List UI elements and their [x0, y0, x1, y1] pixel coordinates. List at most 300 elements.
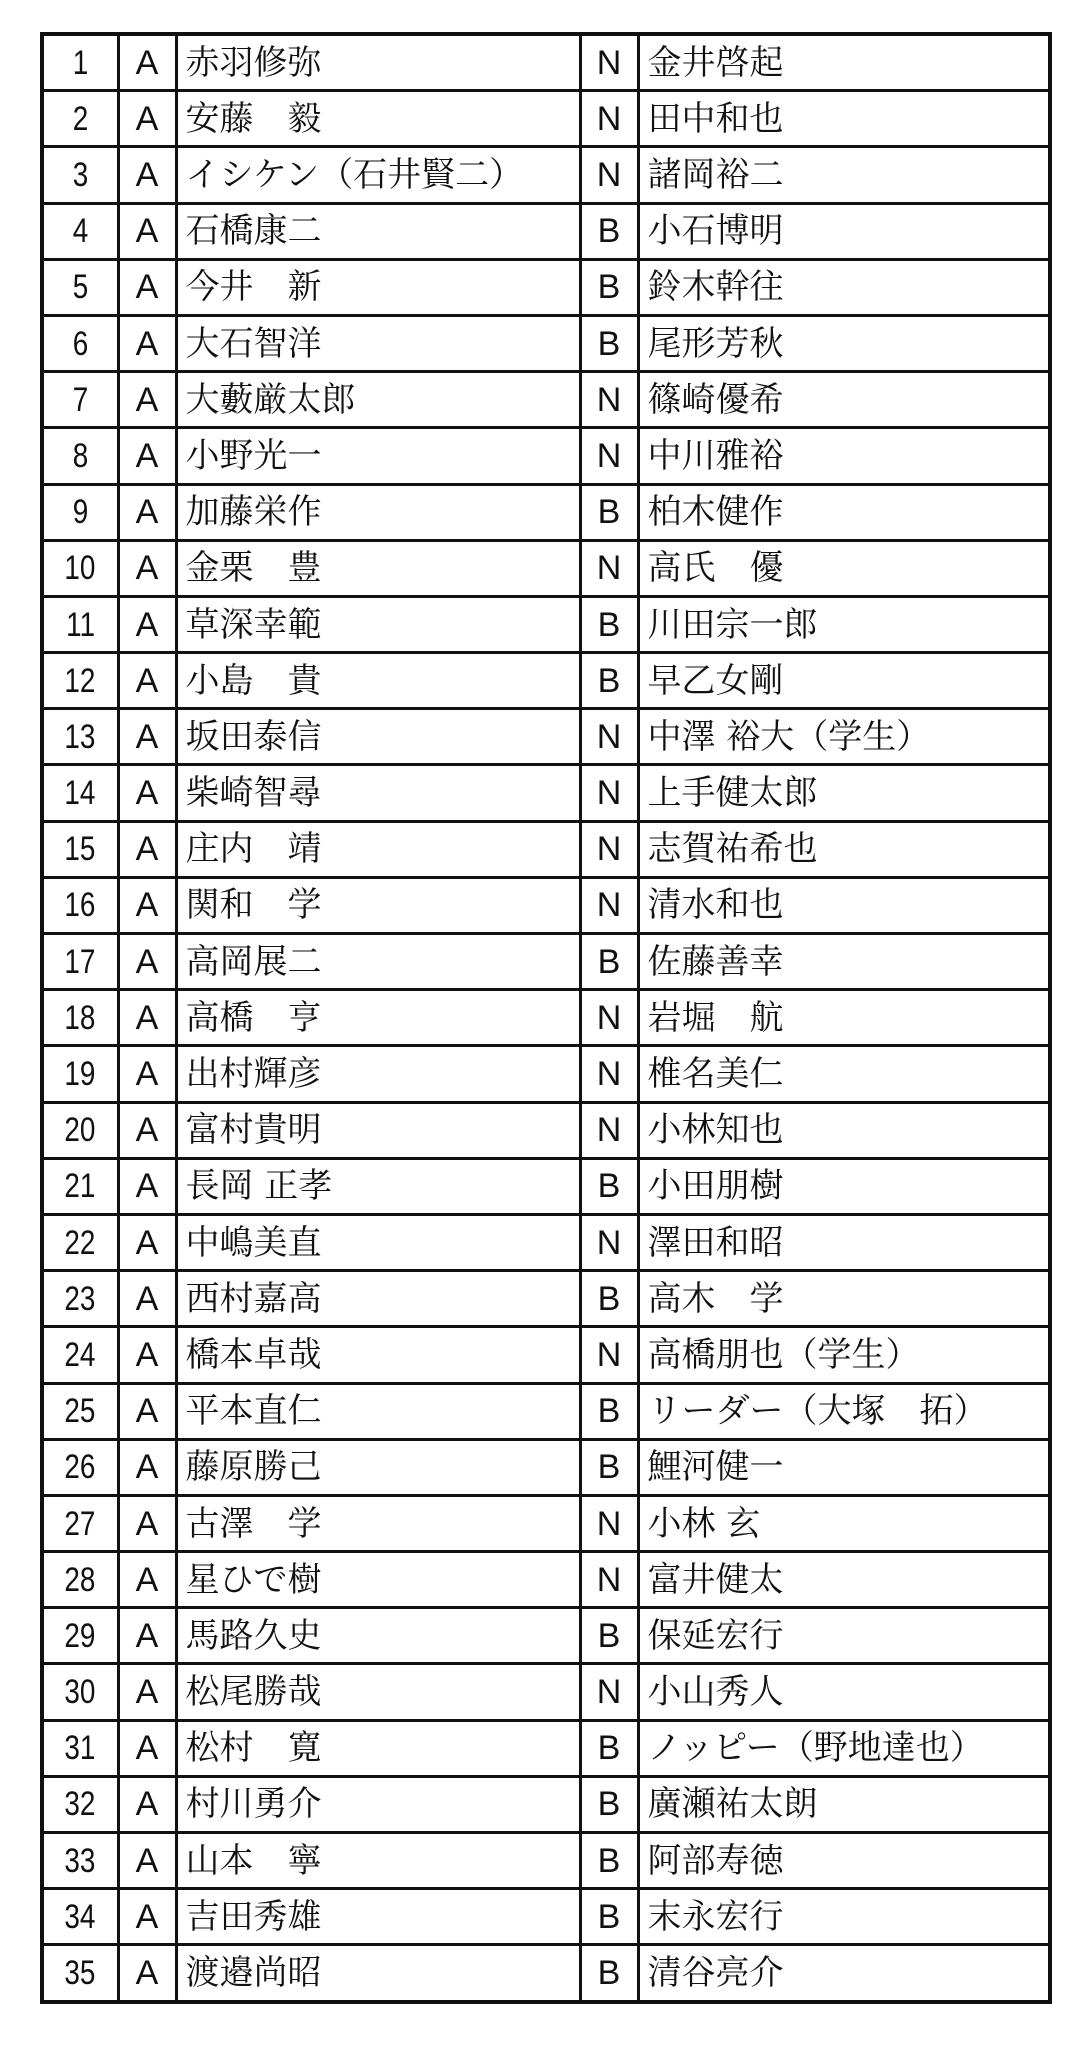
left-group-cell [118, 1214, 176, 1270]
right-group-text: N [596, 998, 622, 1037]
left-group-text: A [135, 1448, 159, 1487]
roster-body [42, 34, 1050, 2002]
left-name-cell [176, 709, 580, 765]
row-number-cell [42, 990, 118, 1046]
table-row [42, 990, 1050, 1046]
right-name-text: 岩堀 航 [647, 997, 784, 1038]
right-group-cell [580, 1776, 638, 1832]
left-group-cell [118, 1552, 176, 1608]
left-group-text: A [135, 43, 159, 82]
left-name-cell [176, 653, 580, 709]
row-number-cell [42, 596, 118, 652]
right-group-cell [580, 1439, 638, 1495]
left-name-text: 吉田秀雄 [185, 1896, 322, 1937]
table-row [42, 1833, 1050, 1889]
row-number-text: 1 [72, 43, 89, 82]
right-name-cell [638, 91, 1050, 147]
right-group-text: B [597, 1448, 621, 1487]
left-group-cell [118, 91, 176, 147]
right-group-cell [580, 596, 638, 652]
row-number-cell [42, 203, 118, 259]
right-group-cell [580, 1214, 638, 1270]
left-group-text: A [135, 156, 159, 194]
left-group-text: A [135, 1111, 159, 1150]
left-group-text: A [135, 324, 159, 363]
right-group-cell [580, 428, 638, 484]
table-row [42, 1664, 1050, 1720]
row-number-cell [42, 34, 118, 91]
left-name-cell [176, 1046, 580, 1102]
right-name-text: 廣瀬祐太朗 [647, 1784, 818, 1825]
left-group-cell [118, 709, 176, 765]
table-row [42, 372, 1050, 428]
right-group-text: N [596, 1223, 622, 1262]
table-row [42, 147, 1050, 203]
left-group-cell [118, 1046, 176, 1102]
right-group-cell [580, 1664, 638, 1720]
left-group-text: A [135, 1954, 159, 1993]
row-number-cell [42, 147, 118, 203]
row-number-cell [42, 877, 118, 933]
left-group-cell [118, 653, 176, 709]
left-group-text: A [135, 605, 159, 644]
row-number-text: 10 [64, 549, 96, 588]
row-number-text: 28 [64, 1560, 96, 1599]
row-number-text: 24 [64, 1335, 96, 1374]
right-group-text: B [597, 1841, 621, 1880]
right-name-cell [638, 428, 1050, 484]
left-group-text: A [135, 942, 159, 981]
left-name-text: 平本直仁 [185, 1391, 322, 1432]
left-group-text: A [135, 1616, 159, 1655]
right-name-text: ノッピー（野地達也） [647, 1728, 984, 1769]
left-name-cell [176, 1720, 580, 1776]
left-name-text: 今井 新 [185, 267, 322, 308]
row-number-text: 27 [64, 1504, 96, 1543]
left-name-text: 出村輝彦 [185, 1054, 322, 1094]
right-group-text: B [597, 268, 621, 307]
left-group-cell [118, 203, 176, 259]
right-name-cell [638, 1664, 1050, 1720]
table-row [42, 540, 1050, 596]
right-group-text: B [597, 1785, 621, 1824]
table-row [42, 1102, 1050, 1158]
right-name-text: 小林 玄 [647, 1503, 761, 1544]
left-group-text: A [135, 774, 159, 813]
left-name-text: 庄内 靖 [185, 829, 322, 870]
right-name-text: 柏木健作 [647, 492, 784, 533]
row-number-text: 12 [64, 661, 96, 700]
left-group-text: A [135, 1055, 159, 1093]
right-group-text: N [596, 830, 622, 869]
right-name-text: 中川雅裕 [647, 435, 784, 476]
left-name-text: 中嶋美直 [185, 1222, 322, 1263]
left-group-text: A [135, 380, 159, 419]
left-group-cell [118, 428, 176, 484]
table-row [42, 34, 1050, 91]
left-group-text: A [135, 1841, 159, 1880]
right-name-text: 川田宗一郎 [647, 604, 818, 645]
right-group-text: B [597, 661, 621, 700]
left-name-cell [176, 1158, 580, 1214]
left-name-cell [176, 1495, 580, 1551]
table-row [42, 1158, 1050, 1214]
table-row [42, 203, 1050, 259]
left-name-cell [176, 877, 580, 933]
right-name-cell [638, 1046, 1050, 1102]
left-name-text: 馬路久史 [185, 1615, 322, 1656]
table-row [42, 1439, 1050, 1495]
row-number-cell [42, 1158, 118, 1214]
left-name-text: 加藤栄作 [185, 492, 322, 533]
table-row [42, 877, 1050, 933]
left-group-text: A [135, 717, 159, 756]
left-group-text: A [135, 661, 159, 700]
table-row [42, 1271, 1050, 1327]
left-group-text: A [135, 998, 159, 1037]
right-name-text: 小田朋樹 [647, 1166, 784, 1207]
right-group-text: B [597, 324, 621, 363]
left-group-text: A [135, 1504, 159, 1543]
table-row [42, 934, 1050, 990]
row-number-text: 17 [64, 942, 96, 981]
row-number-cell [42, 1720, 118, 1776]
right-group-text: N [596, 549, 622, 588]
table-row [42, 596, 1050, 652]
right-name-cell [638, 34, 1050, 91]
right-group-cell [580, 1158, 638, 1214]
row-number-text: 4 [72, 212, 89, 251]
left-name-cell [176, 765, 580, 821]
table-row [42, 821, 1050, 877]
right-group-text: N [596, 156, 622, 194]
left-name-cell [176, 91, 580, 147]
row-number-text: 3 [72, 156, 89, 194]
left-name-text: 石橋康二 [185, 211, 322, 252]
left-name-text: 橋本卓哉 [185, 1334, 322, 1375]
left-name-text: 山本 寧 [185, 1840, 322, 1881]
left-name-text: 村川勇介 [185, 1784, 322, 1825]
right-group-cell [580, 372, 638, 428]
left-group-cell [118, 484, 176, 540]
right-name-text: 鈴木幹往 [647, 267, 784, 308]
left-name-text: 高橋 亨 [185, 997, 322, 1038]
row-number-text: 22 [64, 1223, 96, 1262]
row-number-text: 5 [72, 268, 89, 307]
table-row [42, 1720, 1050, 1776]
table-row [42, 1327, 1050, 1383]
left-name-text: 高岡展二 [185, 941, 322, 982]
right-group-text: B [597, 1279, 621, 1318]
row-number-text: 13 [64, 717, 96, 756]
row-number-text: 16 [64, 886, 96, 925]
left-group-cell [118, 877, 176, 933]
right-name-text: 高氏 優 [647, 548, 784, 589]
left-group-cell [118, 934, 176, 990]
row-number-text: 33 [64, 1841, 96, 1880]
row-number-cell [42, 1214, 118, 1270]
row-number-cell [42, 934, 118, 990]
right-name-text: 尾形芳秋 [647, 323, 784, 364]
right-group-cell [580, 1046, 638, 1102]
right-group-cell [580, 1833, 638, 1889]
row-number-cell [42, 1833, 118, 1889]
table-row [42, 1608, 1050, 1664]
right-group-cell [580, 1102, 638, 1158]
right-group-text: B [597, 212, 621, 251]
right-name-cell [638, 1608, 1050, 1664]
right-group-cell [580, 203, 638, 259]
left-group-text: A [135, 99, 159, 138]
left-name-cell [176, 1889, 580, 1945]
right-group-cell [580, 1720, 638, 1776]
right-name-text: 鯉河健一 [647, 1447, 784, 1488]
right-name-cell [638, 1439, 1050, 1495]
left-name-cell [176, 540, 580, 596]
left-name-cell [176, 934, 580, 990]
right-group-text: N [596, 1673, 622, 1712]
right-group-text: N [596, 380, 622, 419]
left-group-text: A [135, 830, 159, 869]
left-group-text: A [135, 1673, 159, 1712]
left-name-cell [176, 1383, 580, 1439]
right-name-text: 小石博明 [647, 211, 784, 252]
right-group-text: N [596, 1055, 622, 1093]
right-name-text: 阿部寿徳 [647, 1840, 784, 1881]
row-number-cell [42, 259, 118, 315]
left-group-cell [118, 259, 176, 315]
left-name-text: 長岡 正孝 [185, 1166, 333, 1207]
right-name-text: 志賀祐希也 [647, 829, 818, 870]
left-group-text: A [135, 212, 159, 251]
right-group-text: N [596, 717, 622, 756]
table-row [42, 1383, 1050, 1439]
left-group-cell [118, 596, 176, 652]
left-group-cell [118, 765, 176, 821]
right-name-cell [638, 1552, 1050, 1608]
table-row [42, 765, 1050, 821]
table-row [42, 484, 1050, 540]
right-name-cell [638, 821, 1050, 877]
left-name-text: 草深幸範 [185, 604, 322, 645]
table-row [42, 709, 1050, 765]
left-group-cell [118, 315, 176, 371]
left-group-text: A [135, 1335, 159, 1374]
left-name-text: 柴崎智尋 [185, 773, 322, 814]
left-group-cell [118, 1158, 176, 1214]
right-name-cell [638, 147, 1050, 203]
right-group-text: N [596, 886, 622, 925]
table-row [42, 653, 1050, 709]
left-name-text: 西村嘉高 [185, 1278, 322, 1319]
left-name-cell [176, 1214, 580, 1270]
left-group-cell [118, 1495, 176, 1551]
left-name-cell [176, 1327, 580, 1383]
right-name-cell [638, 540, 1050, 596]
row-number-text: 31 [64, 1729, 96, 1768]
row-number-text: 8 [72, 436, 89, 475]
left-name-cell [176, 372, 580, 428]
row-number-text: 14 [64, 774, 96, 813]
row-number-text: 6 [72, 324, 89, 363]
left-group-cell [118, 147, 176, 203]
right-name-cell [638, 1720, 1050, 1776]
row-number-cell [42, 1889, 118, 1945]
right-name-text: 富井健太 [647, 1559, 784, 1600]
roster-table [40, 32, 1052, 2004]
right-group-cell [580, 484, 638, 540]
right-name-cell [638, 1945, 1050, 2002]
right-group-cell [580, 1945, 638, 2002]
left-group-cell [118, 1439, 176, 1495]
row-number-text: 23 [64, 1279, 96, 1318]
right-group-cell [580, 934, 638, 990]
left-name-text: 坂田泰信 [185, 716, 322, 757]
row-number-cell [42, 315, 118, 371]
left-group-cell [118, 1776, 176, 1832]
right-group-cell [580, 1327, 638, 1383]
right-name-text: 田中和也 [647, 98, 784, 139]
left-name-text: 金栗 豊 [185, 548, 322, 589]
right-group-cell [580, 34, 638, 91]
row-number-text: 30 [64, 1673, 96, 1712]
right-name-cell [638, 1495, 1050, 1551]
right-name-cell [638, 596, 1050, 652]
right-group-cell [580, 1552, 638, 1608]
right-name-cell [638, 1102, 1050, 1158]
left-group-text: A [135, 1785, 159, 1824]
right-group-cell [580, 990, 638, 1046]
left-group-cell [118, 1833, 176, 1889]
left-name-text: 古澤 学 [185, 1503, 322, 1544]
table-row [42, 428, 1050, 484]
row-number-text: 20 [64, 1111, 96, 1150]
table-row [42, 1552, 1050, 1608]
left-name-cell [176, 259, 580, 315]
row-number-cell [42, 709, 118, 765]
left-group-text: A [135, 1897, 159, 1936]
right-name-cell [638, 1776, 1050, 1832]
right-group-text: B [597, 1616, 621, 1655]
right-group-cell [580, 1608, 638, 1664]
row-number-cell [42, 1271, 118, 1327]
table-row [42, 91, 1050, 147]
right-group-cell [580, 259, 638, 315]
right-name-cell [638, 1271, 1050, 1327]
row-number-cell [42, 484, 118, 540]
row-number-text: 2 [72, 99, 89, 138]
row-number-text: 7 [72, 380, 89, 419]
row-number-cell [42, 653, 118, 709]
left-name-cell [176, 1552, 580, 1608]
right-name-text: 高橋朋也（学生） [647, 1334, 920, 1375]
row-number-cell [42, 1776, 118, 1832]
right-group-text: N [596, 1335, 622, 1374]
left-name-cell [176, 428, 580, 484]
row-number-cell [42, 540, 118, 596]
right-group-cell [580, 315, 638, 371]
left-group-text: A [135, 1729, 159, 1768]
table-row [42, 315, 1050, 371]
row-number-cell [42, 765, 118, 821]
right-group-text: B [597, 1167, 621, 1206]
row-number-text: 29 [64, 1616, 96, 1655]
right-name-text: 清水和也 [647, 885, 784, 926]
left-name-cell [176, 821, 580, 877]
left-group-cell [118, 1102, 176, 1158]
left-name-text: 松尾勝哉 [185, 1672, 322, 1713]
left-name-cell [176, 596, 580, 652]
right-group-text: B [597, 605, 621, 644]
row-number-text: 18 [64, 998, 96, 1037]
right-group-text: N [596, 99, 622, 138]
right-group-cell [580, 821, 638, 877]
right-group-cell [580, 1271, 638, 1327]
left-group-cell [118, 1889, 176, 1945]
left-name-text: 藤原勝己 [185, 1447, 322, 1488]
right-name-text: 保延宏行 [647, 1615, 784, 1656]
right-group-text: B [597, 1897, 621, 1936]
left-group-cell [118, 1327, 176, 1383]
row-number-text: 25 [64, 1392, 96, 1431]
left-name-cell [176, 1102, 580, 1158]
right-name-text: 中澤 裕大（学生） [647, 716, 931, 757]
right-group-cell [580, 877, 638, 933]
right-group-cell [580, 91, 638, 147]
right-name-cell [638, 877, 1050, 933]
right-name-cell [638, 259, 1050, 315]
right-group-text: N [596, 1560, 622, 1599]
table-row [42, 1889, 1050, 1945]
right-group-text: B [597, 1954, 621, 1993]
row-number-text: 32 [64, 1785, 96, 1824]
left-name-text: イシケン（石井賢二） [185, 155, 524, 195]
right-name-cell [638, 1833, 1050, 1889]
row-number-text: 26 [64, 1448, 96, 1487]
left-name-cell [176, 34, 580, 91]
right-name-cell [638, 709, 1050, 765]
left-name-text: 赤羽修弥 [185, 42, 322, 83]
left-name-text: 大藪厳太郎 [185, 379, 356, 420]
left-name-cell [176, 203, 580, 259]
right-group-text: B [597, 1729, 621, 1768]
row-number-cell [42, 1945, 118, 2002]
left-group-text: A [135, 268, 159, 307]
right-name-cell [638, 765, 1050, 821]
left-group-cell [118, 372, 176, 428]
left-group-text: A [135, 436, 159, 475]
right-name-text: 早乙女剛 [647, 660, 784, 701]
right-name-text: 澤田和昭 [647, 1222, 784, 1263]
row-number-cell [42, 1102, 118, 1158]
right-name-cell [638, 203, 1050, 259]
row-number-cell [42, 1495, 118, 1551]
right-name-text: 金井啓起 [647, 42, 784, 83]
left-name-cell [176, 315, 580, 371]
left-group-cell [118, 1720, 176, 1776]
right-group-cell [580, 765, 638, 821]
row-number-cell [42, 1383, 118, 1439]
right-group-text: N [596, 436, 622, 475]
right-name-cell [638, 484, 1050, 540]
right-group-text: N [596, 774, 622, 813]
row-number-cell [42, 1552, 118, 1608]
left-name-text: 小野光一 [185, 435, 322, 476]
right-name-text: 佐藤善幸 [647, 941, 784, 982]
right-group-cell [580, 540, 638, 596]
right-name-text: 椎名美仁 [647, 1054, 784, 1094]
left-group-cell [118, 1383, 176, 1439]
